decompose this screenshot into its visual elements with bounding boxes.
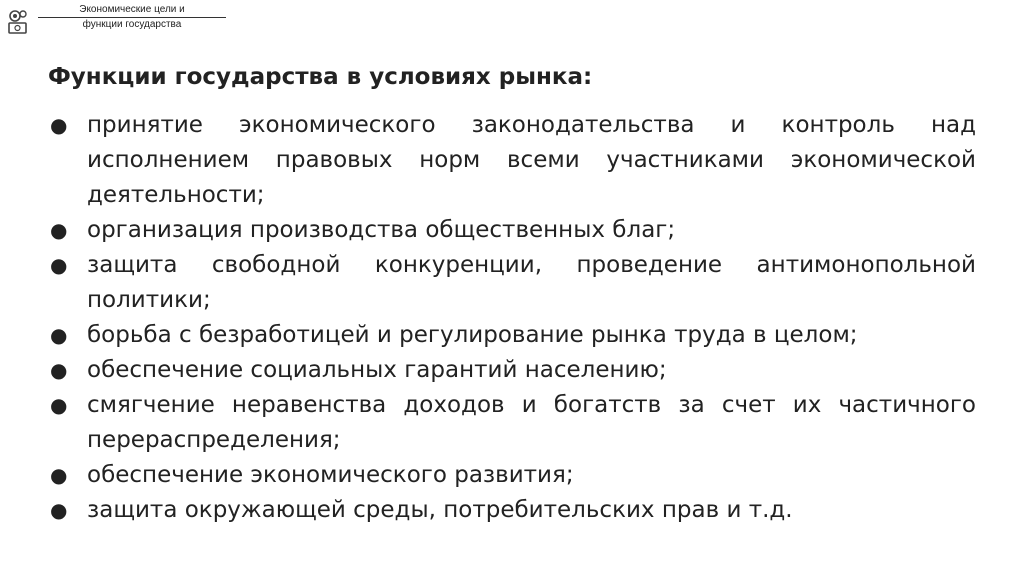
bullet-icon: ● (50, 463, 68, 487)
bullet-icon: ● (50, 393, 68, 417)
list-item (48, 353, 976, 388)
bullet-icon: ● (50, 323, 68, 347)
list-item-text: смягчение неравенства доходов и богатств за счет их частичного перераспределения; (87, 392, 976, 453)
slide-title: Функции государства в условиях рынка: (48, 64, 593, 90)
list-item-text: борьба с безработицей и регулирование рынка труда в целом; (87, 322, 858, 348)
bullet-icon: ● (50, 498, 68, 522)
bullet-icon: ● (50, 358, 68, 382)
gear-book-logo-icon (6, 7, 30, 35)
bullet-icon: ● (50, 218, 68, 242)
list-item (48, 213, 976, 248)
header-title-line2: функции государства (82, 19, 182, 30)
list-item-text: организация производства общественных благ; (87, 217, 676, 243)
list-item-text: обеспечение экономического развития; (87, 462, 574, 488)
list-item (48, 493, 976, 528)
list-item (48, 458, 976, 493)
header-title-line1: Экономические цели и (38, 4, 226, 18)
header (6, 4, 226, 38)
list-item (48, 108, 976, 213)
bullet-icon: ● (50, 253, 68, 277)
list-item-text: защита окружающей среды, потребительских прав и т.д. (87, 497, 793, 523)
list-item (48, 248, 976, 318)
list-item-text: обеспечение социальных гарантий населению; (87, 357, 667, 383)
list-item (48, 388, 976, 458)
list-item (48, 318, 976, 353)
list-item-text: принятие экономического законодательства и контроль над исполнением правовых норм всеми участниками экономической деятельности; (87, 112, 976, 208)
bullet-icon: ● (50, 113, 68, 137)
list-item-text: защита свободной конкуренции, проведение антимонопольной политики; (87, 252, 976, 313)
functions-list (48, 108, 976, 528)
